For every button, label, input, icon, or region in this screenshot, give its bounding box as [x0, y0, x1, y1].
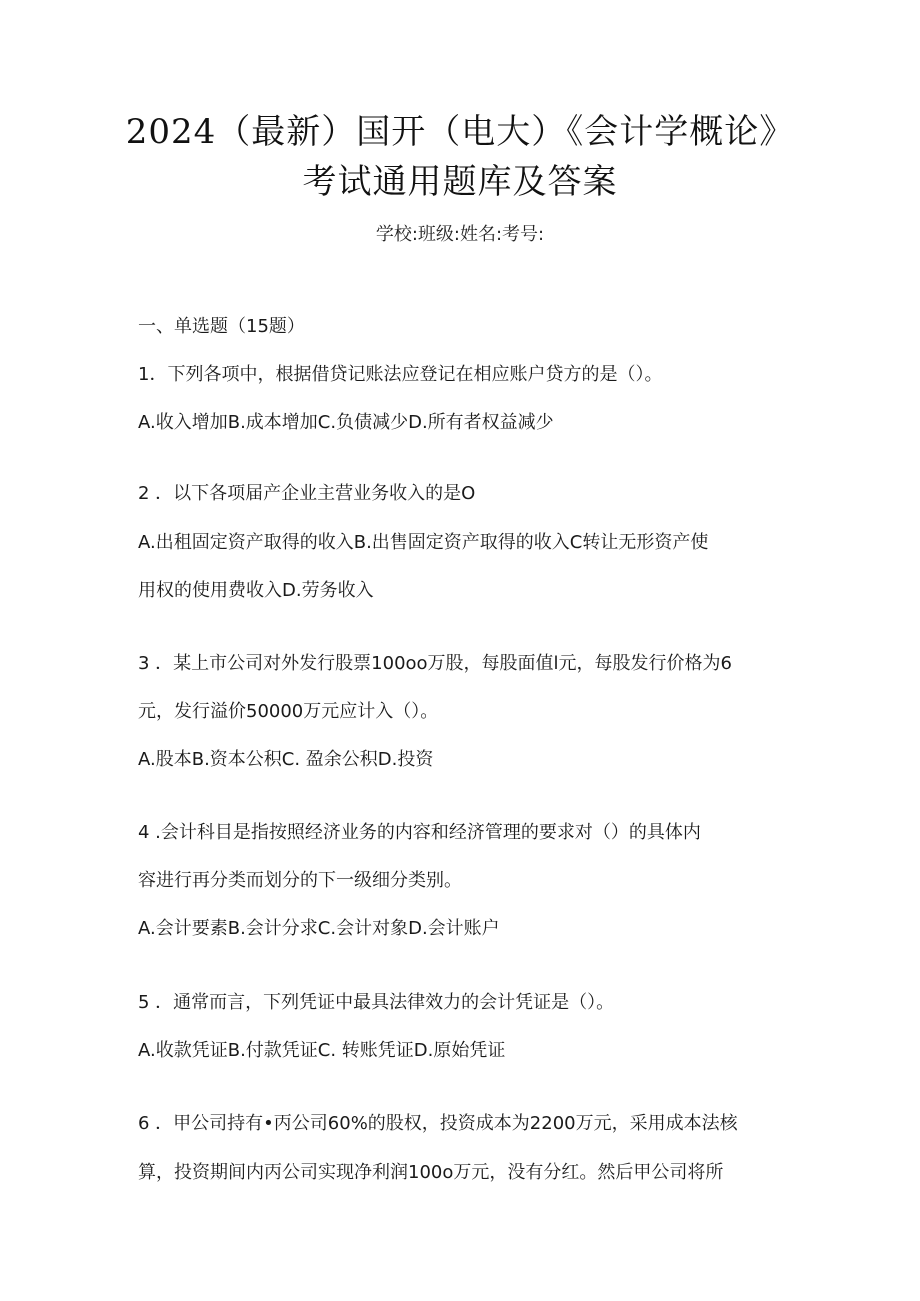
- question-3-stem-line-2: 元，发行溢价50000万元应计入（）。: [138, 701, 439, 722]
- question-1-options: A.收入增加B.成本增加C.负债减少D.所有者权益减少: [138, 412, 554, 433]
- question-2-stem: 2 ．以下各项届产企业主营业务收入的是O: [138, 483, 476, 504]
- question-6-stem-line-2: 算，投资期间内丙公司实现净利润100o万元，没有分红。然后甲公司将所: [138, 1162, 724, 1183]
- document-title-line-2: 考试通用题库及答案: [302, 162, 618, 202]
- question-5-options: A.收款凭证B.付款凭证C. 转账凭证D.原始凭证: [138, 1040, 506, 1061]
- question-5-stem: 5 ．通常而言，下列凭证中最具法律效力的会计凭证是（）。: [138, 992, 615, 1013]
- question-2-options-line-1: A.出租固定资产取得的收入B.出售固定资产取得的收入C转让无形资产使: [138, 532, 709, 553]
- question-4-options: A.会计要素B.会计分求C.会计对象D.会计账户: [138, 918, 500, 939]
- document-title-line-1: 2024（最新）国开（电大）《会计学概论》: [125, 112, 795, 152]
- question-2-options-line-2: 用权的使用费收入D.劳务收入: [138, 580, 374, 601]
- question-4-stem-line-2: 容进行再分类而划分的下一级细分类别。: [138, 870, 462, 891]
- question-3-stem-line-1: 3 ．某上市公司对外发行股票100oo万股，每股面值l元，每股发行价格为6: [138, 653, 733, 674]
- question-4-stem-line-1: 4 .会计科目是指按照经济业务的内容和经济管理的要求对（）的具体内: [138, 822, 701, 843]
- question-6-stem-line-1: 6 ．甲公司持有•丙公司60%的股权，投资成本为2200万元，采用成本法核: [138, 1113, 738, 1134]
- section-heading: 一、单选题（15题）: [138, 316, 305, 337]
- question-1-stem: 1．下列各项中，根据借贷记账法应登记在相应账户贷方的是（）。: [138, 364, 663, 385]
- student-info-line: 学校:班级:姓名:考号:: [375, 224, 545, 245]
- question-3-options: A.股本B.资本公积C. 盈余公积D.投资: [138, 749, 434, 770]
